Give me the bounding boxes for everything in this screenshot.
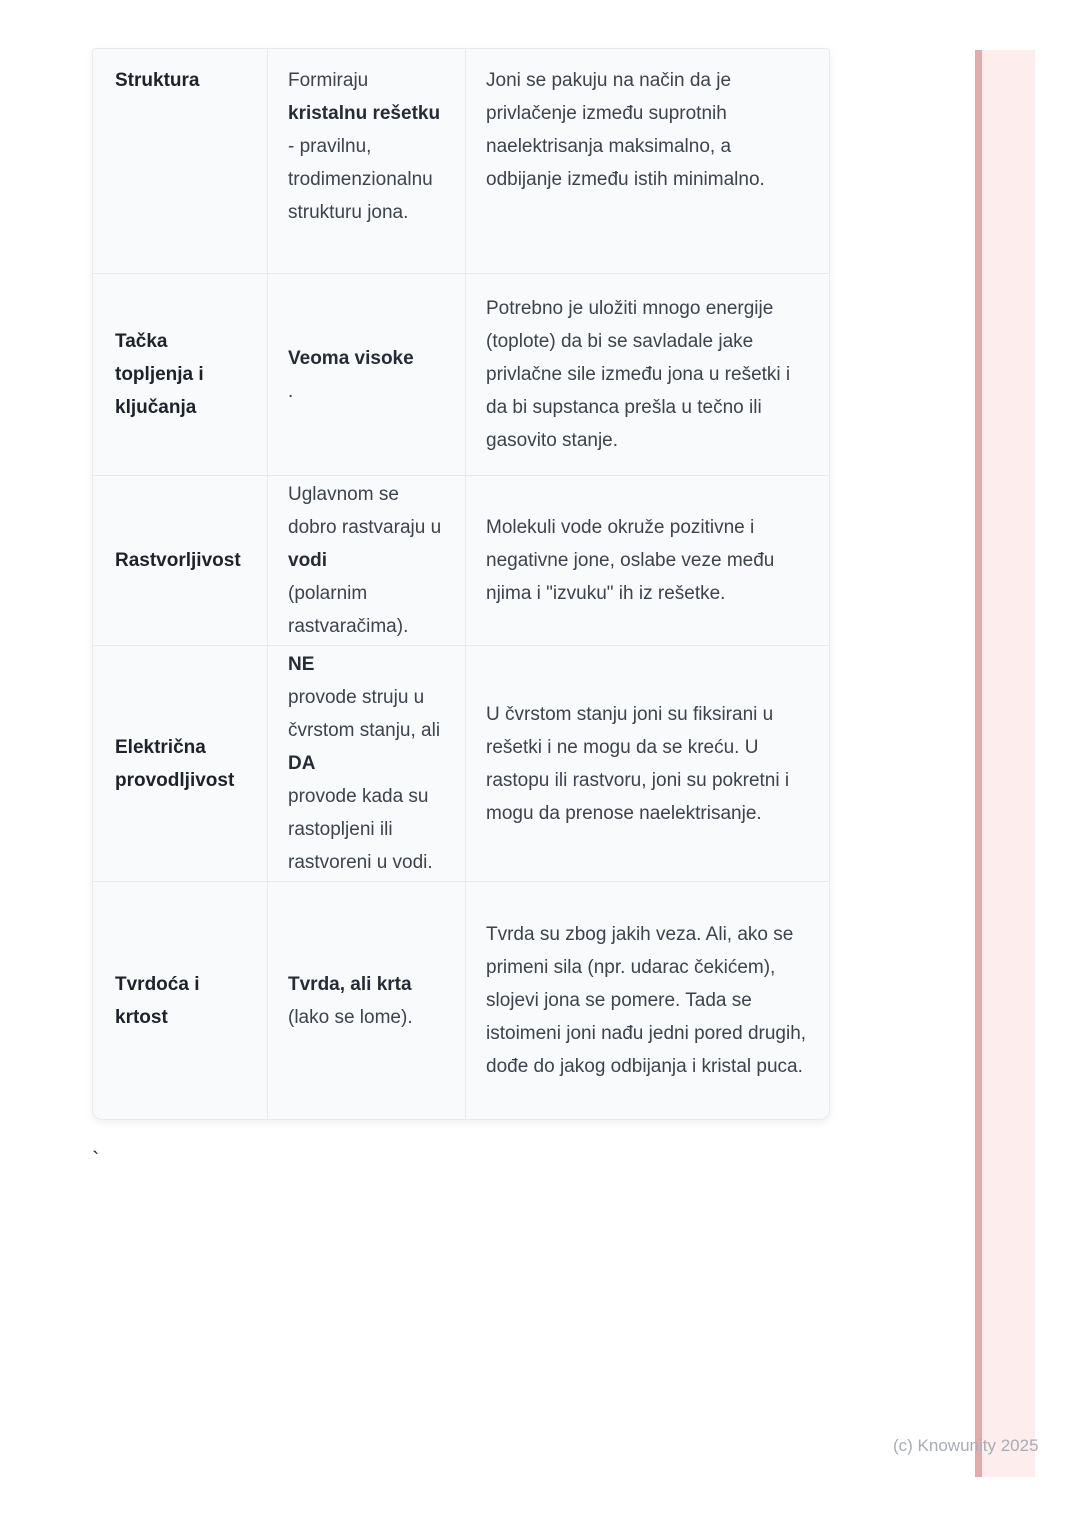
property-value-cell: Tvrda, ali krta (lako se lome).: [268, 882, 466, 1119]
ionic-compounds-properties-table: [92, 48, 830, 1120]
stray-backtick-character: `: [92, 1147, 100, 1172]
property-value-cell: Uglavnom se dobro rastvaraju u vodi (polarnim rastvaračima).: [268, 476, 466, 646]
property-explanation-cell: Molekuli vode okruže pozitivne i negativne jone, oslabe veze među njima i "izvuku" ih iz rešetke.: [466, 476, 829, 646]
copyright-watermark: (c) Knowunity 2025: [893, 1436, 1039, 1455]
property-explanation-cell: Joni se pakuju na način da je privlačenje između suprotnih naelektrisanja maksimalno, a odbijanje između istih minimalno.: [466, 49, 829, 274]
property-name-cell: Tvrdoća i krtost: [93, 882, 268, 1119]
property-explanation-cell: U čvrstom stanju joni su fiksirani u rešetki i ne mogu da se kreću. U rastopu ili rastvoru, joni su pokretni i mogu da prenose naelektrisanje.: [466, 646, 829, 882]
page-accent-bar-dark: [975, 50, 982, 1477]
property-name-cell: Električna provodljivost: [93, 646, 268, 882]
property-name-cell: Struktura: [93, 49, 268, 274]
property-name-cell: Rastvorljivost: [93, 476, 268, 646]
property-value-cell: Veoma visoke .: [268, 274, 466, 476]
page-accent-bar-light: [982, 50, 1035, 1477]
property-value-cell: NE provode struju u čvrstom stanju, ali DA provode kada su rastopljeni ili rastvoreni u vodi.: [268, 646, 466, 882]
property-name-cell: Tačka topljenja i ključanja: [93, 274, 268, 476]
property-value-cell: Formiraju kristalnu rešetku - pravilnu, trodimenzionalnu strukturu jona.: [268, 49, 466, 274]
property-explanation-cell: Potrebno je uložiti mnogo energije (toplote) da bi se savladale jake privlačne sile između jona u rešetki i da bi supstanca prešla u tečno ili gasovito stanje.: [466, 274, 829, 476]
property-explanation-cell: Tvrda su zbog jakih veza. Ali, ako se primeni sila (npr. udarac čekićem), slojevi jona se pomere. Tada se istoimeni joni nađu jedni pored drugih, dođe do jakog odbijanja i kristal puca.: [486, 924, 807, 1077]
